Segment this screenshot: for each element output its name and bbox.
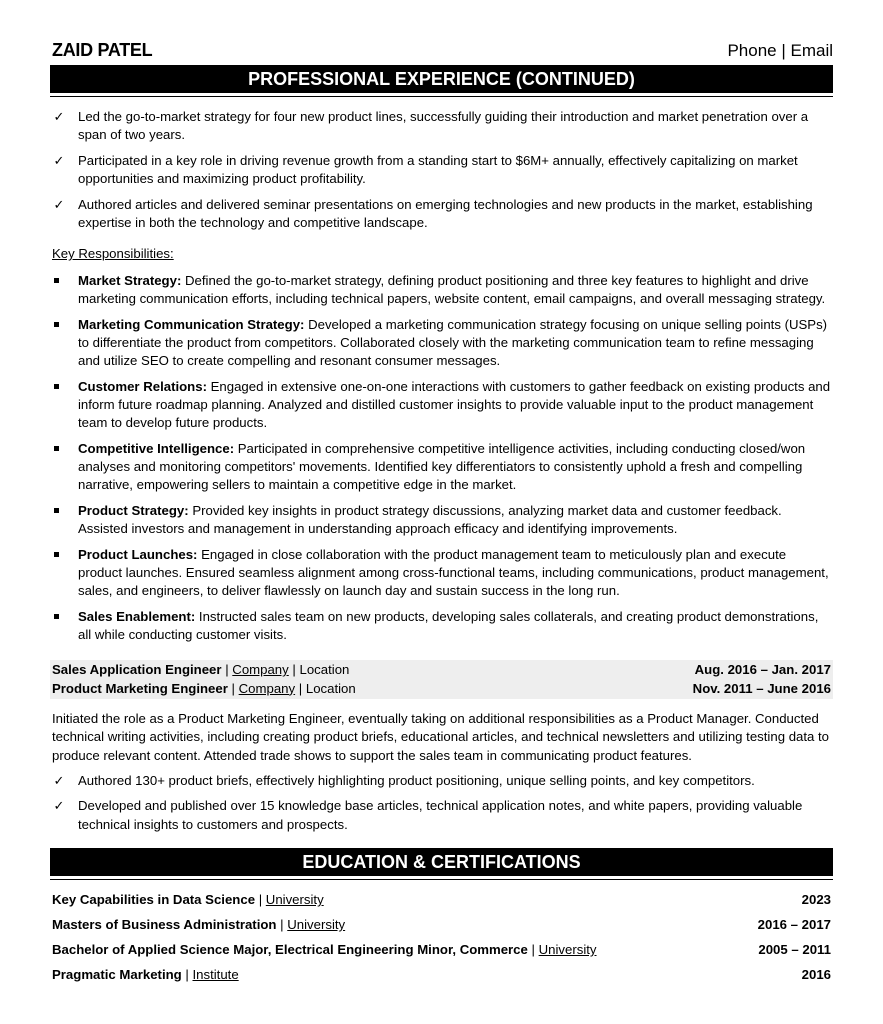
job-location: Location <box>299 662 350 677</box>
square-bullet-icon <box>54 552 59 557</box>
education-row: Key Capabilities in Data Science | University 2023 <box>52 892 831 907</box>
responsibility-item: Sales Enablement: Instructed sales team on new products, developing sales collaterals, and creating product demonstrations, all while conducting customer visits. <box>52 608 831 645</box>
square-bullet-icon <box>54 384 59 389</box>
job-title: Sales Application Engineer <box>52 662 222 677</box>
candidate-name: ZAID PATEL <box>52 40 153 60</box>
check-mark-icon: ✓ <box>53 152 65 168</box>
education-title: Key Capabilities in Data Science <box>52 892 256 907</box>
achievement-item: ✓ Developed and published over 15 knowledge base articles, technical application notes, and white papers, providing valuable technical insights to customers and prospects. <box>53 798 803 832</box>
achievement-item: ✓ Led the go-to-market strategy for four new product lines, successfully guiding their introduction and market penetration over a span of two years. <box>53 109 809 143</box>
square-bullet-icon <box>54 508 59 513</box>
education-date: 2016 <box>801 967 831 982</box>
check-mark-icon: ✓ <box>53 109 65 124</box>
square-bullet-icon <box>54 322 59 327</box>
achievement-item: ✓ Authored 130+ product briefs, effectively highlighting product positioning, unique selling points, and key competitors. <box>52 772 831 790</box>
responsibility-item: Product Strategy: Provided key insights in product strategy discussions, analyzing market data and customer feedback. Assisted investors and management in understanding approach efficacy and identifying improvements. <box>52 502 831 539</box>
job-title: Product Marketing Engineer <box>52 680 228 696</box>
company-link: Company <box>238 680 296 696</box>
job-dates: Nov. 2011 – June 2016 <box>692 680 831 696</box>
check-mark-icon: ✓ <box>53 798 65 814</box>
education-title: Pragmatic Marketing <box>52 967 182 982</box>
achievements-top <box>52 108 831 239</box>
job-dates: Aug. 2016 – Jan. 2017 <box>694 662 831 677</box>
responsibility-item: Customer Relations: Engaged in extensive one-on-one interactions with customers to gather feedback on existing products and inform future roadmap planning. Analyzed and distilled customer insights to provide valuable input to the product management team to develop future products. <box>52 378 831 433</box>
square-bullet-icon <box>54 446 59 451</box>
institution-link: University <box>538 942 597 957</box>
section-header-education: EDUCATION & CERTIFICATIONS <box>50 848 833 876</box>
square-bullet-icon <box>54 278 59 283</box>
company-link: Company <box>232 662 289 677</box>
job-location: Location <box>305 680 356 696</box>
section-header-experience: PROFESSIONAL EXPERIENCE (CONTINUED) <box>50 65 833 93</box>
responsibility-item: Market Strategy: Defined the go-to-market strategy, defining product positioning and three key features to highlight and drive marketing communication efforts, including technical papers, website content, email campaigns, and overall messaging strategy. <box>52 272 831 309</box>
square-bullet-icon <box>54 614 59 619</box>
job-row: Sales Application Engineer | Company | Location Aug. 2016 – Jan. 2017 <box>52 661 831 680</box>
responsibility-item: Marketing Communication Strategy: Developed a marketing communication strategy focusing on unique selling points (USPs) to differentiate the product from competitors. Collaborated closely with the marketing communication team to refine messaging and utilize SEO to create compelling and resonant consumer messages. <box>52 316 831 371</box>
education-row: Masters of Business Administration | University 2016 – 2017 <box>52 917 831 932</box>
responsibility-item: Competitive Intelligence: Participated in comprehensive competitive intelligence activities, including conducting closed/won analyses and monitoring competitors' movements. Identified key differentiators to consistently uphold a fresh and compelling narrative, empowering sellers to maintain a competitive edge in the market. <box>52 440 831 495</box>
education-row: Pragmatic Marketing | Institute 2016 <box>52 967 831 982</box>
education-title: Masters of Business Administration <box>52 917 277 932</box>
check-mark-icon: ✓ <box>53 772 65 788</box>
education-row: Bachelor of Applied Science Major, Electrical Engineering Minor, Commerce | University 2005 – 2011 <box>52 942 831 957</box>
resume-header <box>52 40 833 62</box>
education-date: 2023 <box>801 892 831 907</box>
job-titles-band <box>50 660 833 699</box>
responsibility-item: Product Launches: Engaged in close collaboration with the product management team to meticulously plan and execute product launches. Ensured seamless alignment among cross-functional teams, including communications, product management, sales, and engineers, to deliver flawlessly on launch day and sustain success in the long run. <box>52 546 831 601</box>
responsibilities-block <box>52 245 831 651</box>
institution-link: University <box>287 917 346 932</box>
achievement-item: ✓ Authored articles and delivered seminar presentations on emerging technologies and new products in the market, establishing expertise in both the technology and competitive landscape. <box>53 196 813 230</box>
responsibilities-heading: Key Responsibilities: <box>52 246 174 261</box>
achievement-item: ✓ Participated in a key role in driving revenue growth from a standing start to $6M+ annually, effectively capitalizing on market opportunities and maximizing product profitability. <box>53 152 798 187</box>
education-date: 2005 – 2011 <box>758 942 831 957</box>
check-mark-icon: ✓ <box>53 196 65 212</box>
institution-link: University <box>265 892 324 907</box>
contact-info: Phone | Email <box>727 41 833 60</box>
education-title: Bachelor of Applied Science Major, Electrical Engineering Minor, Commerce <box>52 942 528 957</box>
education-date: 2016 – 2017 <box>757 917 831 932</box>
job-summary: Initiated the role as a Product Marketing Engineer, eventually taking on additional responsibilities as a Product Manager. Conducted technical writing activities, including creating product briefs, educational articles, and technical newsletters and utilizing testing data to produce relevant content. Attended trade shows to support the sales team in communicating product features. <box>52 711 830 763</box>
job-row: Product Marketing Engineer | Company | Location Nov. 2011 – June 2016 <box>52 680 831 699</box>
institution-link: Institute <box>192 967 239 982</box>
job-summary-block <box>52 710 831 841</box>
